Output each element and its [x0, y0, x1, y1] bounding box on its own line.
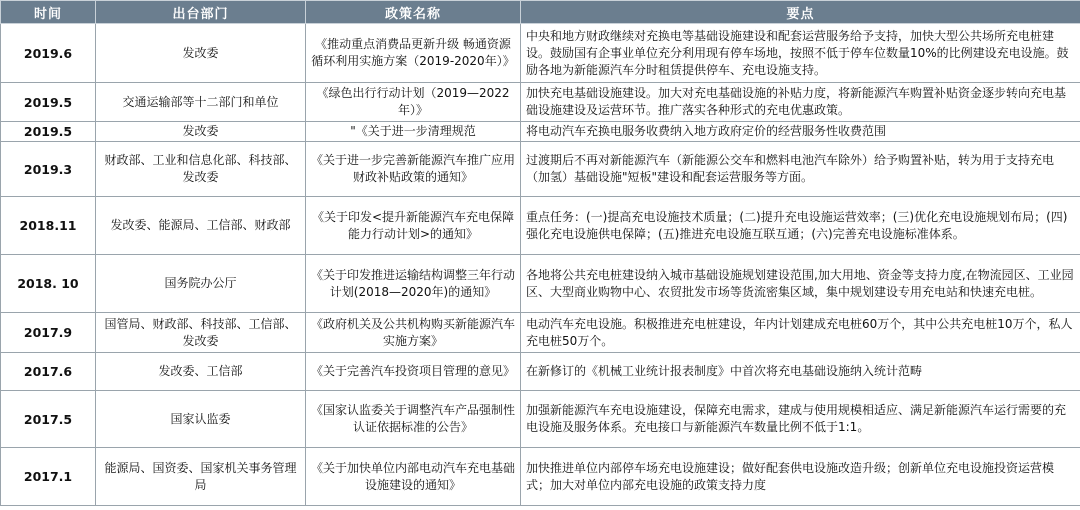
table-row	[1, 83, 1080, 122]
cell-time: 2018. 10	[1, 255, 96, 313]
cell-policy: 《关于印发推进运输结构调整三年行动计划(2018—2020年)的通知》	[306, 255, 521, 313]
table-row	[1, 353, 1080, 391]
header-time: 时间	[1, 1, 96, 24]
cell-policy: 《国家认监委关于调整汽车产品强制性认证依据标准的公告》	[306, 391, 521, 448]
cell-points: 加强新能源汽车充电设施建设，保障充电需求，建成与使用规模相适应、满足新能源汽车运行需要的充电设施及服务体系。充电接口与新能源汽车数量比例不低于1:1。	[521, 391, 1080, 448]
cell-dept: 国务院办公厅	[96, 255, 306, 313]
table-row	[1, 197, 1080, 255]
cell-dept: 发改委、能源局、工信部、财政部	[96, 197, 306, 255]
cell-dept: 发改委、工信部	[96, 353, 306, 391]
header-points: 要点	[521, 1, 1080, 24]
cell-dept: 交通运输部等十二部门和单位	[96, 83, 306, 122]
table-row	[1, 24, 1080, 83]
cell-time: 2019.5	[1, 83, 96, 122]
cell-time: 2019.5	[1, 122, 96, 142]
cell-points: 重点任务：(一)提高充电设施技术质量；(二)提升充电设施运营效率；(三)优化充电设施规划布局；(四)强化充电设施供电保障；(五)推进充电设施互联互通；(六)完善充电设施标准体系。	[521, 197, 1080, 255]
cell-dept: 国家认监委	[96, 391, 306, 448]
header-dept: 出台部门	[96, 1, 306, 24]
cell-points: 过渡期后不再对新能源汽车（新能源公交车和燃料电池汽车除外）给予购置补贴，转为用于支持充电（加氢）基础设施"短板"建设和配套运营服务等方面。	[521, 142, 1080, 197]
cell-points: 在新修订的《机械工业统计报表制度》中首次将充电基础设施纳入统计范畴	[521, 353, 1080, 391]
cell-dept: 发改委	[96, 122, 306, 142]
cell-points: 中央和地方财政继续对充换电等基础设施建设和配套运营服务给予支持，加快大型公共场所充电桩建设。鼓励国有企事业单位充分利用现有停车场地，按照不低于停车位数量10%的比例建设充电设施。鼓励各地为新能源汽车分时租赁提供停车、充电设施支持。	[521, 24, 1080, 83]
cell-policy: "《关于进一步清理规范	[306, 122, 521, 142]
table-row	[1, 391, 1080, 448]
cell-time: 2017.6	[1, 353, 96, 391]
cell-dept: 财政部、工业和信息化部、科技部、发改委	[96, 142, 306, 197]
header-policy: 政策名称	[306, 1, 521, 24]
cell-policy: 《关于进一步完善新能源汽车推广应用财政补贴政策的通知》	[306, 142, 521, 197]
cell-policy: 《关于完善汽车投资项目管理的意见》	[306, 353, 521, 391]
cell-policy: 《绿色出行行动计划（2019—2022年）》	[306, 83, 521, 122]
cell-dept: 能源局、国资委、国家机关事务管理局	[96, 448, 306, 506]
table-row	[1, 122, 1080, 142]
cell-time: 2017.1	[1, 448, 96, 506]
cell-points: 加快充电基础设施建设。加大对充电基础设施的补贴力度，将新能源汽车购置补贴资金逐步转向充电基础设施建设及运营环节。推广落实各种形式的充电优惠政策。	[521, 83, 1080, 122]
header-row	[1, 1, 1080, 24]
cell-policy: 《推动重点消费品更新升级 畅通资源循环利用实施方案（2019-2020年）》	[306, 24, 521, 83]
cell-points: 将电动汽车充换电服务收费纳入地方政府定价的经营服务性收费范围	[521, 122, 1080, 142]
table-row	[1, 313, 1080, 353]
table-row	[1, 448, 1080, 506]
cell-points: 电动汽车充电设施。积极推进充电桩建设，年内计划建成充电桩60万个，其中公共充电桩10万个，私人充电桩50万个。	[521, 313, 1080, 353]
cell-policy: 《关于印发<提升新能源汽车充电保障能力行动计划>的通知》	[306, 197, 521, 255]
cell-time: 2017.5	[1, 391, 96, 448]
cell-points: 加快推进单位内部停车场充电设施建设；做好配套供电设施改造升级；创新单位充电设施投资运营模式；加大对单位内部充电设施的政策支持力度	[521, 448, 1080, 506]
cell-time: 2019.6	[1, 24, 96, 83]
cell-points: 各地将公共充电桩建设纳入城市基础设施规划建设范围,加大用地、资金等支持力度,在物流园区、工业园区、大型商业购物中心、农贸批发市场等货流密集区域，集中规划建设专用充电站和快速充电桩。	[521, 255, 1080, 313]
cell-policy: 《关于加快单位内部电动汽车充电基础设施建设的通知》	[306, 448, 521, 506]
cell-time: 2017.9	[1, 313, 96, 353]
cell-dept: 发改委	[96, 24, 306, 83]
cell-time: 2018.11	[1, 197, 96, 255]
cell-time: 2019.3	[1, 142, 96, 197]
cell-dept: 国管局、财政部、科技部、工信部、发改委	[96, 313, 306, 353]
table-row	[1, 142, 1080, 197]
table-row	[1, 255, 1080, 313]
cell-policy: 《政府机关及公共机构购买新能源汽车实施方案》	[306, 313, 521, 353]
